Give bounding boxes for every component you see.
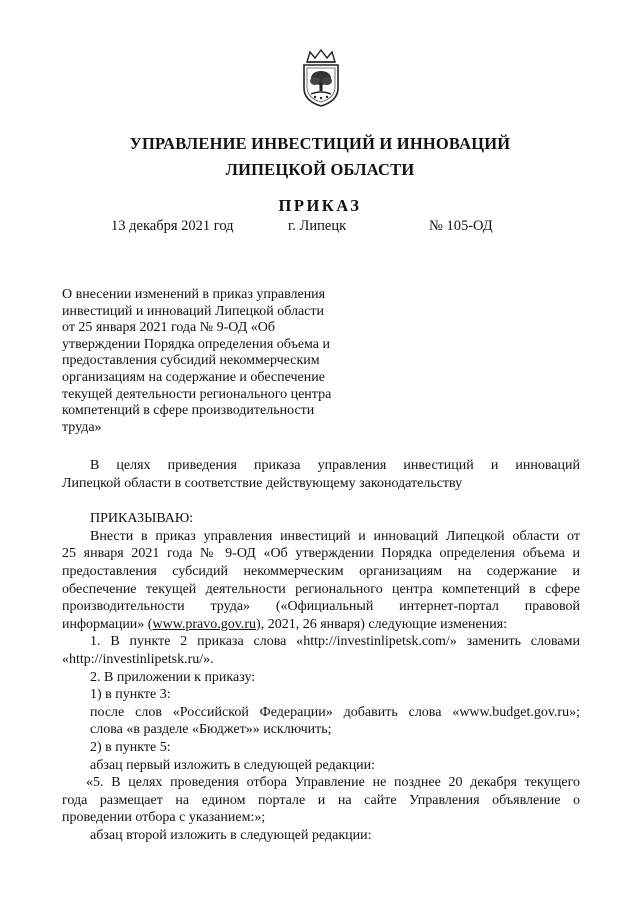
subject-line: предоставления субсидий некоммерческим [62,353,320,369]
paragraph-line: 25 января 2021 года № 9-ОД «Об утверждении Порядка определения объема и [62,546,580,562]
subject-line: компетенций в сфере производительности [62,403,315,419]
paragraph-line: предоставления субсидий некоммерческим организациям на содержание и [62,563,580,579]
item-line: 1. В пункте 2 приказа слова «http://investinlipetsk.com/» заменить словами [90,634,580,650]
item-line: 1) в пункте 3: [90,687,171,703]
subject-line: текущей деятельности регионального центра [62,386,332,402]
organization-name-line1: УПРАВЛЕНИЕ ИНВЕСТИЦИЙ И ИННОВАЦИЙ [129,134,511,153]
document-subject [62,287,382,436]
document-city: г. Липецк [288,218,347,234]
quote-line: проведении отбора с указанием:»; [62,810,266,826]
subject-line: от 25 января 2021 года № 9-ОД «Об [62,320,275,336]
paragraph-text: ), 2021, 26 января) следующие изменения: [256,616,508,632]
item-line: 2) в пункте 5: [90,739,171,755]
paragraph-line: Внести в приказ управления инвестиций и инноваций Липецкой области от [90,528,580,544]
item-line: абзац второй изложить в следующей редакции: [90,827,372,843]
subject-line: организациям на содержание и обеспечение [62,369,325,385]
quote-line: «5. В целях проведения отбора Управление не позднее 20 декабря текущего [86,775,580,791]
order-word: ПРИКАЗЫВАЮ: [90,511,194,527]
paragraph-line: производительности труда» («Официальный интернет-портал правовой [62,599,580,615]
pravo-gov-link[interactable]: www.pravo.gov.ru [152,616,257,632]
coat-of-arms-icon [298,48,344,108]
subject-line: инвестиций и инноваций Липецкой области [62,303,325,319]
subject-line: труда» [62,419,102,435]
item-line: после слов «Российской Федерации» добавить слова «www.budget.gov.ru»; [90,704,580,720]
item-line: абзац первый изложить в следующей редакции: [90,757,376,773]
organization-name-line2: ЛИПЕЦКОЙ ОБЛАСТИ [225,160,415,179]
document-body [62,457,580,844]
document-type: ПРИКАЗ [278,196,362,215]
paragraph-text: информации» ( [62,616,153,632]
document-number: № 105-ОД [429,218,493,234]
preamble-line: В целях приведения приказа управления инвестиций и инноваций [90,458,580,473]
item-line: 2. В приложении к приказу: [90,669,256,685]
item-line: слова «в разделе «Бюджет»» исключить; [90,722,332,738]
paragraph-line: обеспечение текущей деятельности регионального центра компетенций в сфере [62,581,580,597]
quote-line: года размещает на едином портале и на сайте Управления объявление о [62,792,580,808]
paragraph-line [62,616,580,634]
document-date: 13 декабря 2021 год [111,218,234,234]
subject-line: утверждении Порядка определения объема и [62,336,331,352]
subject-line: О внесении изменений в приказ управления [62,287,326,302]
preamble-line: Липецкой области в соответствие действующему законодательству [62,475,463,491]
item-line: «http://investinlipetsk.ru/». [62,651,214,667]
